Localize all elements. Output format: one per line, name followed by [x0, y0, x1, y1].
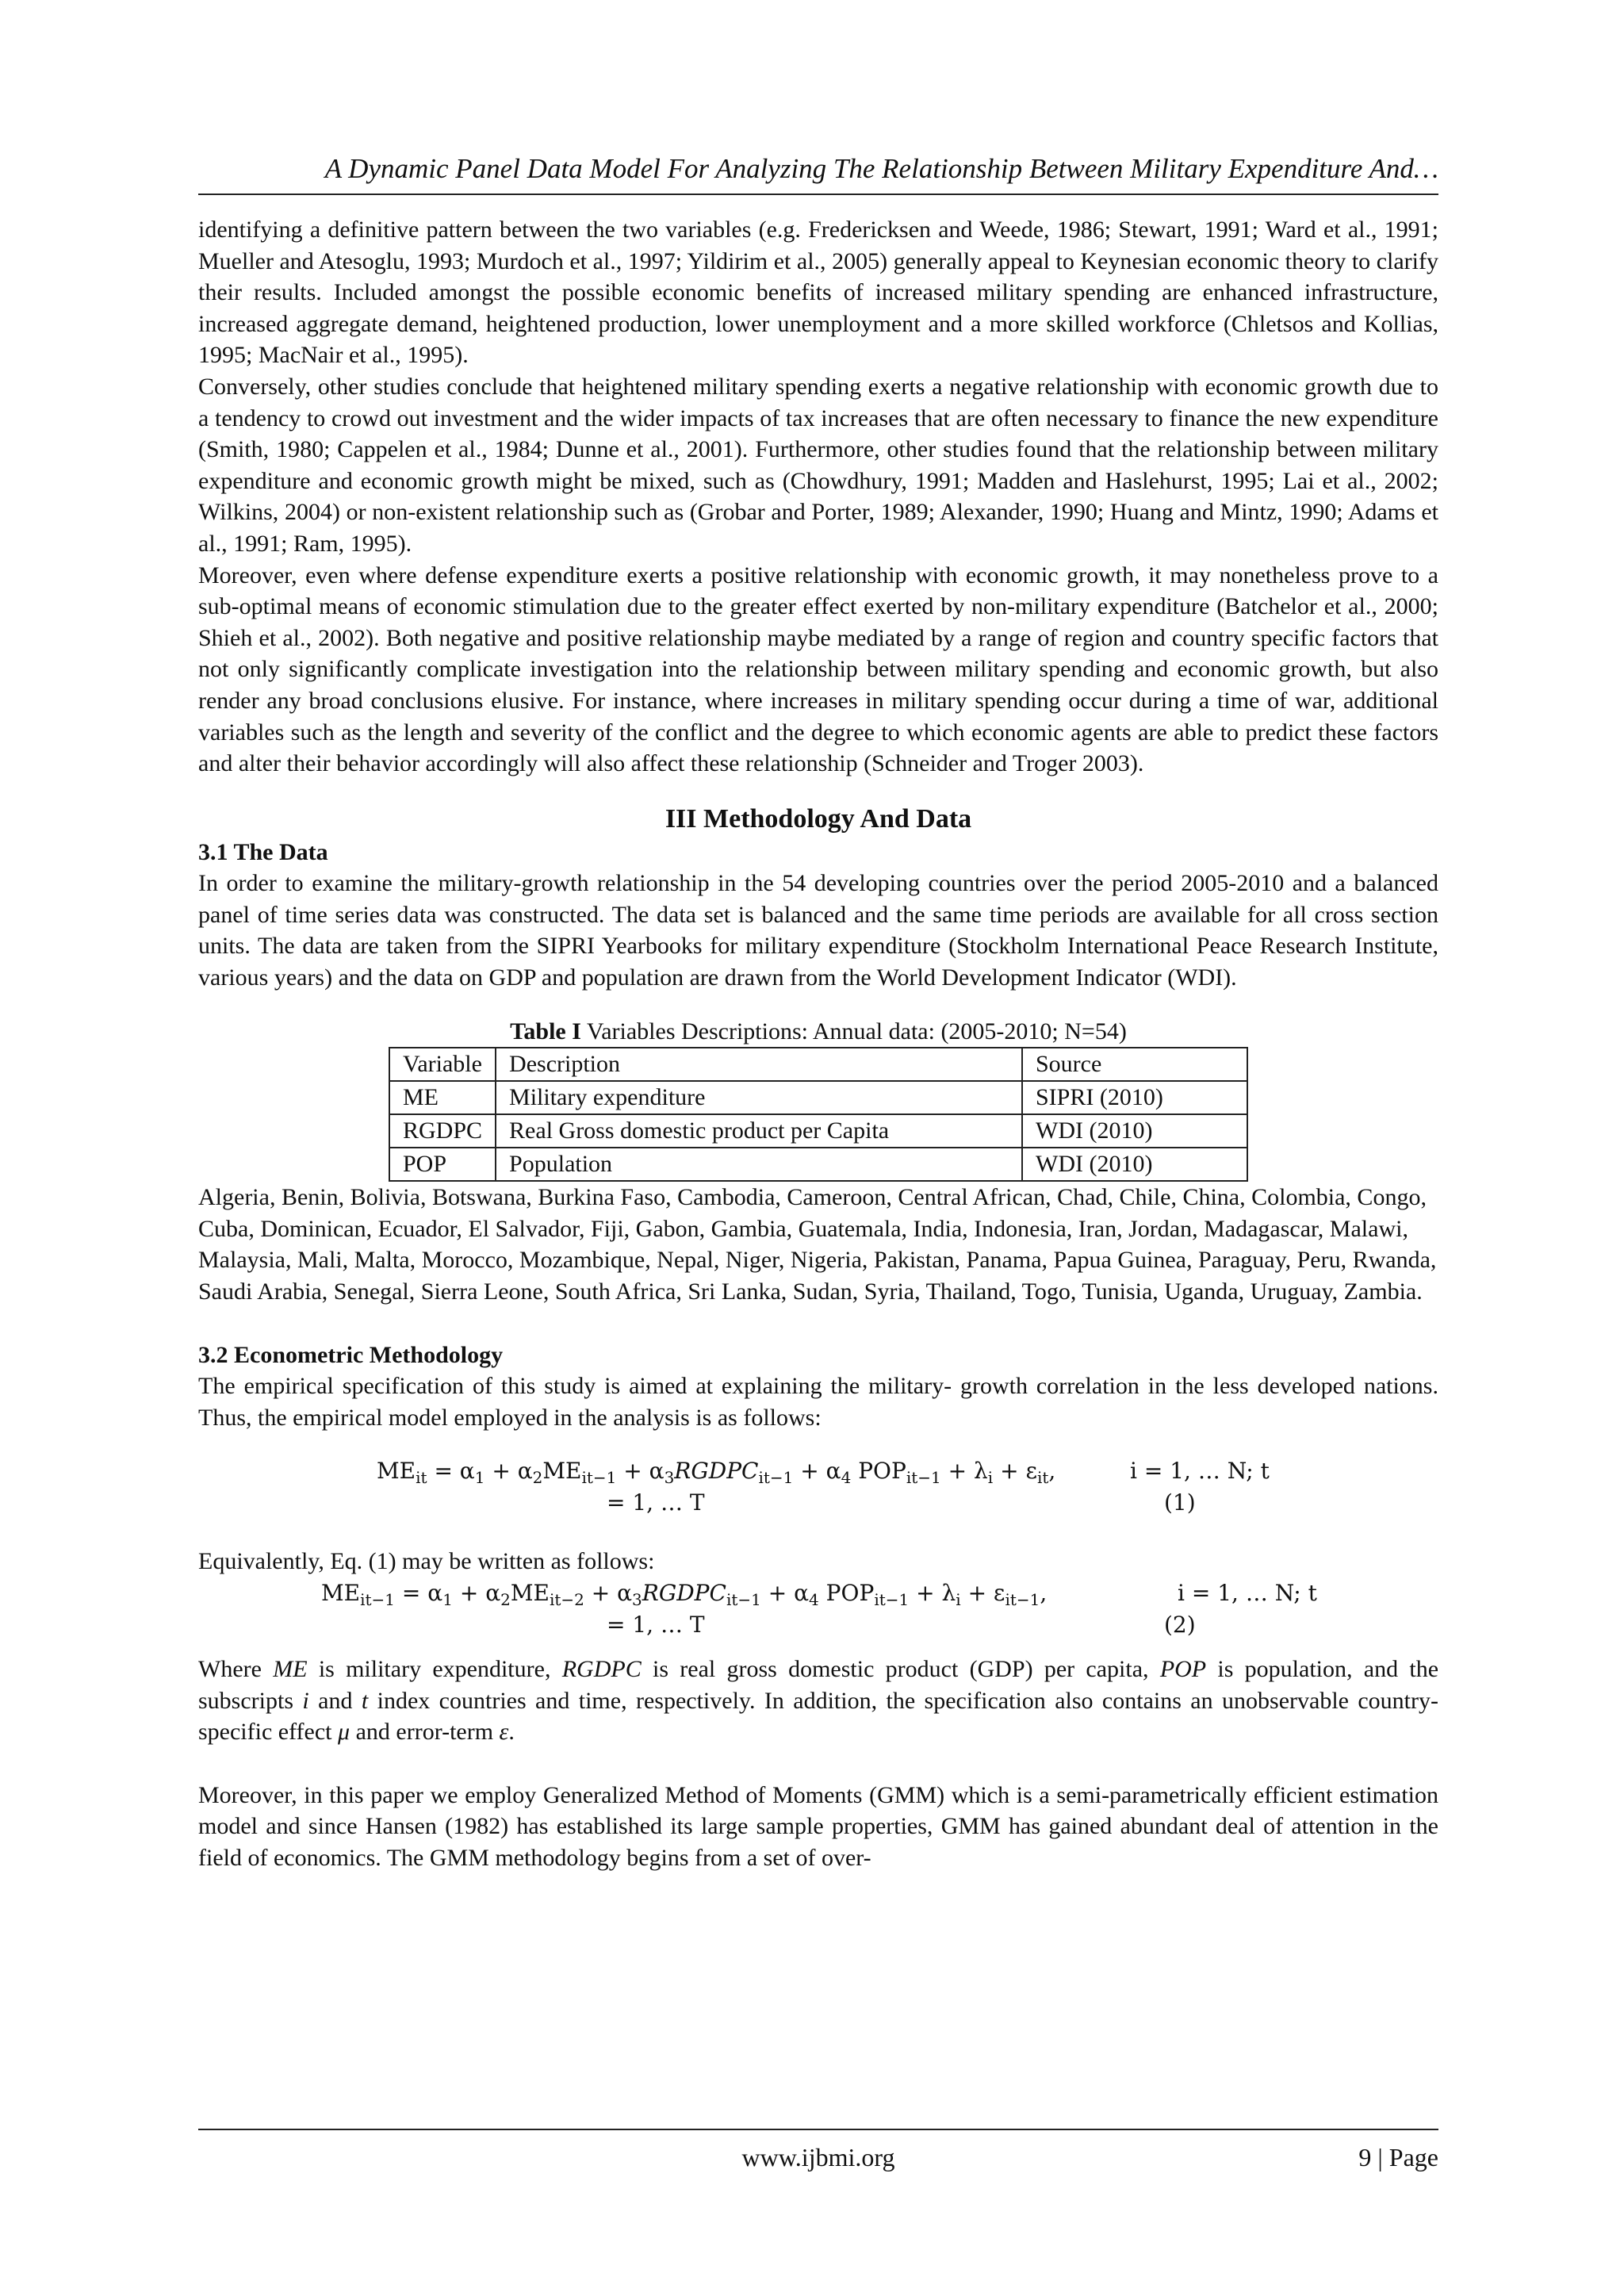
- equation-2-range-cont: = 1, … T: [607, 1612, 705, 1638]
- table-cell: Variable: [389, 1048, 496, 1081]
- where-i: i: [302, 1687, 309, 1714]
- body-text: [198, 214, 1438, 1874]
- where-text: is real gross domestic product (GDP) per capita,: [641, 1656, 1160, 1682]
- where-rgdpc: RGDPC: [561, 1656, 642, 1682]
- equation-1-formula: $ME_{it} = \alpha_1 + \alpha_2ME_{it-1}$ + $\alpha_3RGDPC_{it-1} + \alpha_4$ $POP_{it-1} + \lambda_i + \varepsilon_{it}$,: [377, 1458, 1056, 1488]
- equation-1-range-cont: = 1, … T: [607, 1489, 705, 1516]
- table-caption: [198, 1016, 1438, 1048]
- where-text: index countries and time, respectively. In addition, the specification also contains an unobservable country-specific effect: [198, 1687, 1438, 1746]
- where-pop: POP: [1159, 1656, 1207, 1682]
- variables-table: [389, 1047, 1248, 1182]
- equivalently-text: Equivalently, Eq. (1) may be written as follows:: [198, 1548, 655, 1575]
- table-caption-label: Table I: [510, 1018, 581, 1045]
- where-text: Where: [198, 1656, 274, 1682]
- where-epsilon: ε: [499, 1719, 509, 1746]
- table-cell: SIPRI (2010): [1022, 1081, 1247, 1114]
- spacer: [198, 1748, 1438, 1780]
- subsection-title-data: 3.1 The Data: [198, 838, 328, 865]
- equation-2-range: i = 1, … N; t: [1178, 1580, 1317, 1606]
- table-cell: Population: [496, 1148, 1022, 1181]
- table-caption-text: Variables Descriptions: Annual data: (2005-2010; N=54): [580, 1018, 1127, 1045]
- data-paragraph: In order to examine the military-growth relationship in the 54 developing countries over the period 2005-2010 and a balanced panel of time series data was constructed. The data set is balanced and the same time periods are available for all cross section units. The data are taken from the SIPRI Yearbooks for military expenditure (Stockholm International Peace Research Institute, various years) and the data on GDP and population are drawn from the World Development Indicator (WDI).: [198, 870, 1438, 991]
- table-row: [389, 1048, 1247, 1081]
- where-mu: μ: [338, 1719, 350, 1746]
- table-cell: WDI (2010): [1022, 1114, 1247, 1148]
- paragraph-1: identifying a definitive pattern between the two variables (e.g. Fredericksen and Weede, 1986; Stewart, 1991; Ward et al., 1991; Mueller and Atesoglu, 1993; Murdoch et al., 1997; Yildirim et al., 2005) generally appeal to Keynesian economic theory to clarify their results. Included amongst the possible economic benefits of increased military spending are enhanced infrastructure, increased aggregate demand, heightened production, lower unemployment and a more skilled workforce (Chletsos and Kollias, 1995; MacNair et al., 1995).: [198, 217, 1438, 369]
- footer-website: www.ijbmi.org: [741, 2143, 895, 2171]
- where-text: and: [308, 1687, 362, 1714]
- header-rule: [198, 194, 1438, 195]
- methodology-paragraph: The empirical specification of this study is aimed at explaining the military- growth correlation in the less developed nations. Thus, the empirical model employed in the analysis is as follows:: [198, 1373, 1438, 1431]
- table-cell: Description: [496, 1048, 1022, 1081]
- paragraph-3: Moreover, even where defense expenditure exerts a positive relationship with economic growth, it may nonetheless prove to a sub-optimal means of economic stimulation due to the greater effect exerted by non-military expenditure (Batchelor et al., 2000; Shieh et al., 2002). Both negative and positive relationship maybe mediated by a range of region and country specific factors that not only significantly complicate investigation into the relationship between military spending and economic growth, but also render any broad conclusions elusive. For instance, where increases in military spending occur during a time of war, additional variables such as the length and severity of the conflict and the degree to which economic agents are able to predict these factors and alter their behavior accordingly will also affect these relationship (Schneider and Troger 2003).: [198, 562, 1438, 777]
- table-cell: WDI (2010): [1022, 1148, 1247, 1181]
- where-text: is population, and the subscripts: [198, 1656, 1439, 1714]
- equation-2-formula: $ME_{it-1} = \alpha_1 + \alpha_2ME_{it-2}$ + $\alpha_3RGDPC_{it-1} + \alpha_4$ $POP_{it-1} + \lambda_i + \varepsilon_{it-1}$,: [321, 1580, 1048, 1609]
- table-cell: Source: [1022, 1048, 1247, 1081]
- subsection-title-methodology: 3.2 Econometric Methodology: [198, 1341, 504, 1368]
- table-row: [389, 1114, 1247, 1148]
- gmm-paragraph: Moreover, in this paper we employ Generalized Method of Moments (GMM) which is a semi-parametrically efficient estimation model and since Hansen (1982) has established its large sample properties, GMM has gained abundant deal of attention in the field of economics. The GMM methodology begins from a set of over-: [198, 1781, 1438, 1871]
- where-me: ME: [273, 1656, 308, 1682]
- table-block: [198, 1016, 1438, 1182]
- where-paragraph: [198, 1654, 1438, 1748]
- spacer: [198, 1308, 1438, 1340]
- equation-1-number: (1): [1164, 1489, 1196, 1516]
- footer-rule: [198, 2129, 1438, 2130]
- table-cell: Real Gross domestic product per Capita: [496, 1114, 1022, 1148]
- equation-2-number: (2): [1164, 1612, 1196, 1638]
- table-row: [389, 1081, 1247, 1114]
- equation-1: [198, 1455, 1438, 1531]
- where-text: .: [508, 1719, 515, 1746]
- table-cell: ME: [389, 1081, 496, 1114]
- paragraph-2: Conversely, other studies conclude that heightened military spending exerts a negative relationship with economic growth due to a tendency to crowd out investment and the wider impacts of tax increases that are often necessary to finance the new expenditure (Smith, 1980; Cappelen et al., 1984; Dunne et al., 2001). Furthermore, other studies found that the relationship between military expenditure and economic growth might be mixed, such as (Chowdhury, 1991; Madden and Haslehurst, 1995; Lai et al., 2002; Wilkins, 2004) or non-existent relationship such as (Grobar and Porter, 1989; Alexander, 1990; Huang and Mintz, 1990; Adams et al., 1991; Ram, 1995).: [198, 373, 1438, 557]
- table-row: [389, 1148, 1247, 1181]
- where-t: t: [361, 1687, 369, 1714]
- table-cell: POP: [389, 1148, 496, 1181]
- equation-1-range: i = 1, … N; t: [1130, 1458, 1270, 1485]
- table-cell: Military expenditure: [496, 1081, 1022, 1114]
- equation-2: [198, 1577, 1438, 1654]
- country-list: Algeria, Benin, Bolivia, Botswana, Burkina Faso, Cambodia, Cameroon, Central African, Chad, Chile, China, Colombia, Congo, Cuba, Dominican, Ecuador, El Salvador, Fiji, Gabon, Gambia, Guatemala, India, Indonesia, Iran, Jordan, Madagascar, Malawi, Malaysia, Mali, Malta, Morocco, Mozambique, Nepal, Niger, Nigeria, Pakistan, Panama, Papua Guinea, Paraguay, Peru, Rwanda, Saudi Arabia, Senegal, Sierra Leone, South Africa, Sri Lanka, Sudan, Syria, Thailand, Togo, Tunisia, Uganda, Uruguay, Zambia.: [198, 1184, 1437, 1305]
- where-text: and error-term: [350, 1719, 500, 1746]
- where-text: is military expenditure,: [307, 1656, 562, 1682]
- running-header: A Dynamic Panel Data Model For Analyzing The Relationship Between Military Expenditure And…: [324, 153, 1438, 184]
- table-cell: RGDPC: [389, 1114, 496, 1148]
- footer-page-number: 9 | Page: [1358, 2143, 1438, 2171]
- section-title: III Methodology And Data: [665, 803, 972, 834]
